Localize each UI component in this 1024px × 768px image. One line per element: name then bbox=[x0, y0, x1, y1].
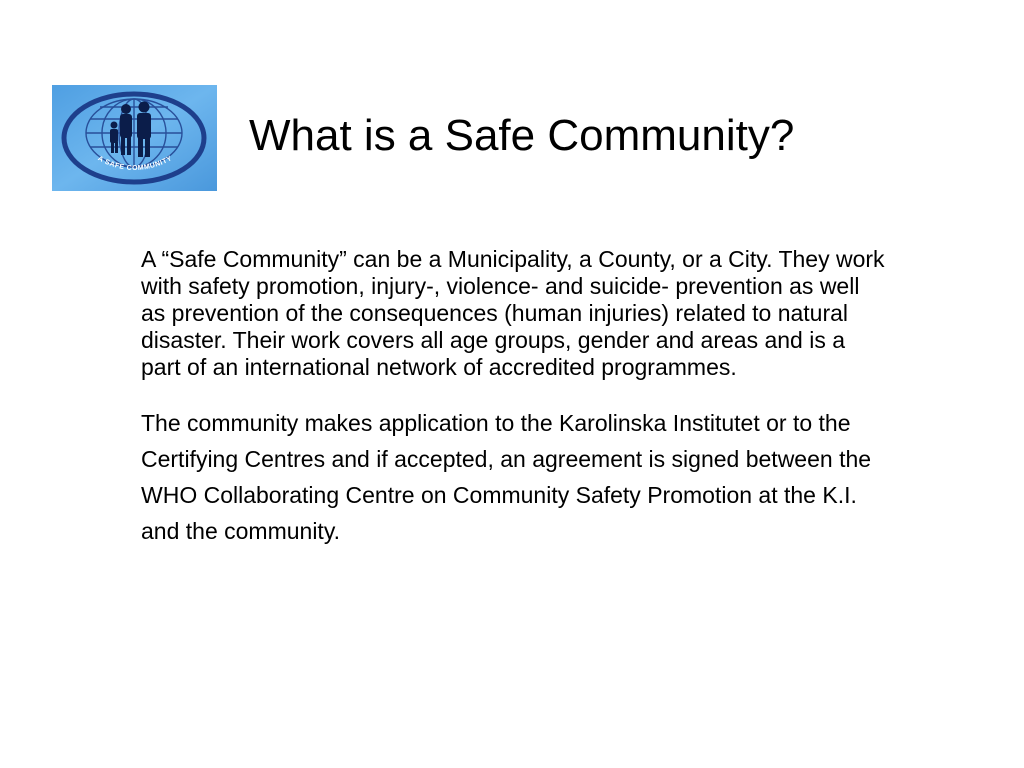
slide-title: What is a Safe Community? bbox=[249, 111, 795, 160]
slide-body bbox=[141, 246, 886, 549]
safe-community-logo bbox=[52, 85, 217, 191]
logo-text: A SAFE COMMUNITY bbox=[96, 155, 174, 173]
paragraph-application: The community makes application to the Karolinska Institutet or to the Certifying Centres and if accepted, an agreement is signed between the WHO Collaborating Centre on Community Safety Promotion at the K.I. and the community. bbox=[141, 410, 872, 544]
paragraph-definition: A “Safe Community” can be a Municipality, a County, or a City. They work with safety promotion, injury-, violence- and suicide- prevention as well as prevention of the consequences (human injuries) related to natural disaster. Their work covers all age groups, gender and areas and is a part of an international network of accredited programmes. bbox=[141, 246, 885, 380]
globe-family-logo-icon bbox=[52, 85, 217, 191]
